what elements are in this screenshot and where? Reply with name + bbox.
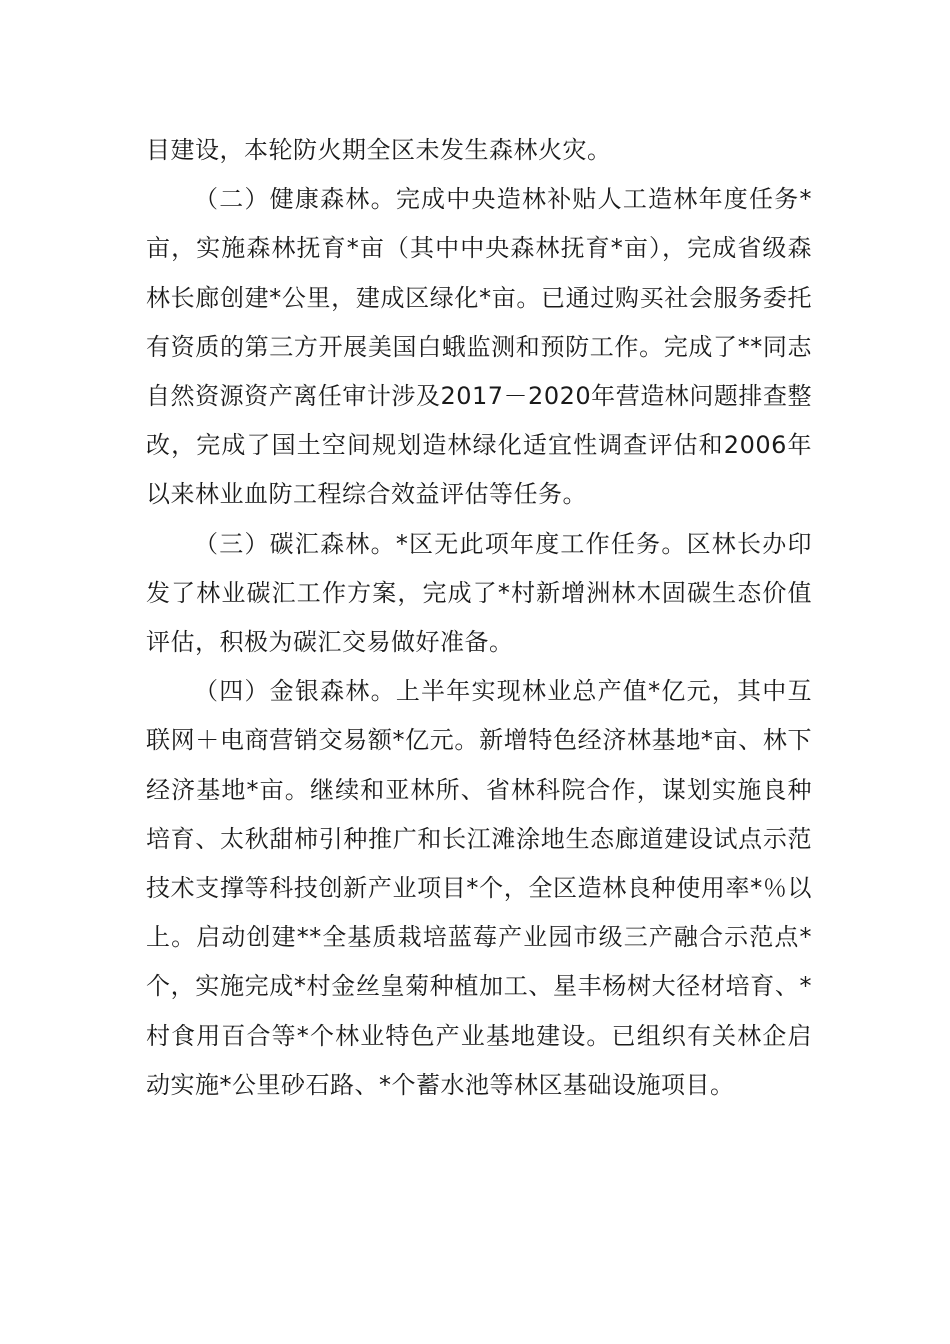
paragraph-healthy-forest: （二）健康森林。完成中央造林补贴人工造林年度任务*亩，实施森林抚育*亩（其中中央森林抚育*亩），完成省级森林长廊创建*公里，建成区绿化*亩。已通过购买社会服务委托有资质的第三方开展美国白蛾监测和预防工作。完成了**同志自然资源资产离任审计涉及2017－2020年营造林问题排查整改，完成了国土空间规划造林绿化适宜性调查评估和2006年以来林业血防工程综合效益评估等任务。: [146, 185, 812, 509]
paragraph-golden-forest: （四）金银森林。上半年实现林业总产值*亿元，其中互联网＋电商营销交易额*亿元。新增特色经济林基地*亩、林下经济基地*亩。继续和亚林所、省林科院合作，谋划实施良种培育、太秋甜柿引种推广和长江滩涂地生态廊道建设试点示范技术支撑等科技创新产业项目*个，全区造林良种使用率*％以上。启动创建**全基质栽培蓝莓产业园市级三产融合示范点*个，实施完成*村金丝皇菊种植加工、星丰杨树大径材培育、*村食用百合等*个林业特色产业基地建设。已组织有关林企启动实施*公里砂石路、*个蓄水池等林区基础设施项目。: [146, 677, 812, 1099]
paragraph-carbon-forest: （三）碳汇森林。*区无此项年度工作任务。区林长办印发了林业碳汇工作方案，完成了*村新增洲林木固碳生态价值评估，积极为碳汇交易做好准备。: [146, 529, 812, 657]
paragraph-continuation: 目建设，本轮防火期全区未发生森林火灾。: [146, 136, 612, 164]
document-body: [146, 126, 812, 1110]
